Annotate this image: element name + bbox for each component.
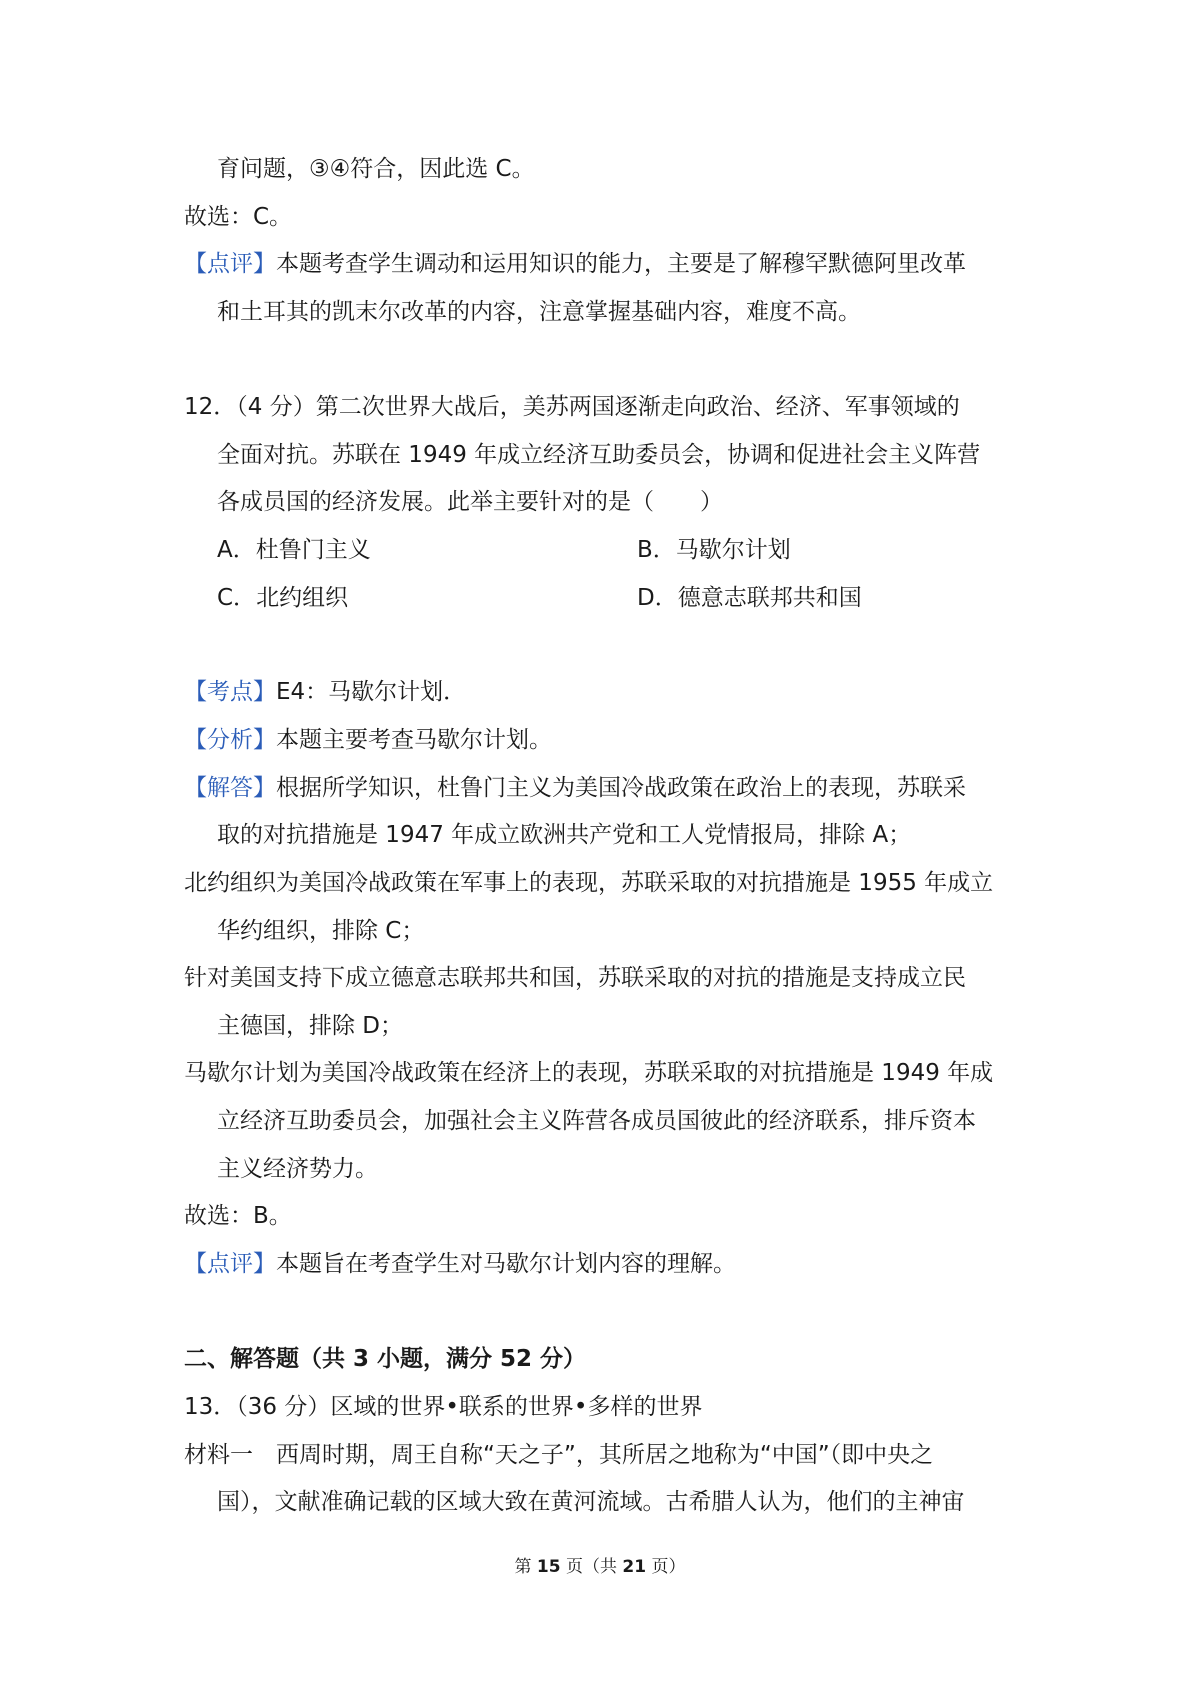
- kaodian-tag: 【考点】: [184, 679, 276, 705]
- option-text: 北约组织: [256, 585, 349, 611]
- comment-text: 本题考查学生调动和运用知识的能力，主要是了解穆罕默德阿里改革: [276, 251, 966, 277]
- material1-line: 材料一 西周时期，周王自称“天之子”，其所居之地称为“中国”（即中央之: [184, 1442, 934, 1468]
- jieda-line: 立经济互助委员会，加强社会主义阵营各成员国彼此的经济联系，排斥资本: [217, 1108, 976, 1134]
- q12-number: 12．（4 分）: [184, 394, 316, 420]
- option-text: 杜鲁门主义: [255, 537, 371, 563]
- option-label: C．: [217, 585, 257, 611]
- jieda-line: 北约组织为美国冷战政策在军事上的表现，苏联采取的对抗措施是 1955 年成立: [184, 870, 994, 896]
- jieda-tag: 【解答】: [184, 775, 276, 801]
- section-heading: 二、解答题（共 3 小题，满分 52 分）: [184, 1346, 587, 1372]
- q12-answer: 故选：B。: [184, 1203, 292, 1229]
- jieda-line: 针对美国支持下成立德意志联邦共和国，苏联采取的对抗的措施是支持成立民: [184, 965, 966, 991]
- prev-comment-cont: 和土耳其的凯末尔改革的内容，注意掌握基础内容，难度不高。: [217, 299, 861, 325]
- footer-suffix: 页）: [646, 1557, 686, 1577]
- option-label: D．: [637, 585, 678, 611]
- fenxi-text: 本题主要考查马歇尔计划。: [276, 727, 552, 753]
- page-footer: [0, 1555, 1200, 1579]
- jieda: [184, 773, 966, 803]
- dianping-text: 本题旨在考查学生对马歇尔计划内容的理解。: [276, 1251, 736, 1277]
- jieda-text: 根据所学知识，杜鲁门主义为美国冷战政策在政治上的表现，苏联采: [276, 775, 966, 801]
- jieda-line: 马歇尔计划为美国冷战政策在经济上的表现，苏联采取的对抗措施是 1949 年成: [184, 1060, 994, 1086]
- option-text: 德意志联邦共和国: [677, 585, 862, 611]
- dianping: [184, 1249, 736, 1279]
- prev-answer: 故选：C。: [184, 204, 293, 230]
- q12-stem-line3: 各成员国的经济发展。此举主要针对的是（ ）: [217, 489, 723, 515]
- option-a: [217, 535, 371, 565]
- fenxi: [184, 725, 552, 755]
- jieda-line: 取的对抗措施是 1947 年成立欧洲共产党和工人党情报局，排除 A；: [217, 822, 912, 848]
- jieda-line: 主义经济势力。: [217, 1156, 378, 1182]
- q12-stem-text: 第二次世界大战后，美苏两国逐渐走向政治、经济、军事领域的: [315, 394, 960, 420]
- fenxi-tag: 【分析】: [184, 727, 276, 753]
- jieda-line: 华约组织，排除 C；: [217, 918, 425, 944]
- page-number: 15: [536, 1557, 561, 1577]
- kaodian-text: E4：马歇尔计划．: [276, 679, 467, 705]
- q12-stem: [184, 392, 960, 422]
- total-pages: 21: [622, 1557, 647, 1577]
- q12-stem-line2: 全面对抗。苏联在 1949 年成立经济互助委员会，协调和促进社会主义阵营: [217, 442, 981, 468]
- option-label: B．: [637, 537, 676, 563]
- prev-comment: [184, 249, 966, 279]
- option-b: [637, 535, 791, 565]
- footer-prefix: 第: [514, 1557, 537, 1577]
- prev-explanation-line: 育问题，③④符合，因此选 C。: [217, 156, 535, 182]
- footer-middle: 页（共: [560, 1557, 623, 1577]
- option-label: A．: [217, 537, 256, 563]
- material1-line: 国），文献准确记载的区域大致在黄河流域。古希腊人认为，他们的主神宙: [217, 1489, 965, 1515]
- jieda-line: 主德国，排除 D；: [217, 1013, 404, 1039]
- dianping-tag: 【点评】: [184, 1251, 276, 1277]
- option-d: [637, 583, 862, 613]
- comment-tag: 【点评】: [184, 251, 276, 277]
- option-c: [217, 583, 348, 613]
- kaodian: [184, 677, 466, 707]
- q13-title: 13．（36 分）区域的世界•联系的世界•多样的世界: [184, 1394, 703, 1420]
- option-text: 马歇尔计划: [675, 537, 791, 563]
